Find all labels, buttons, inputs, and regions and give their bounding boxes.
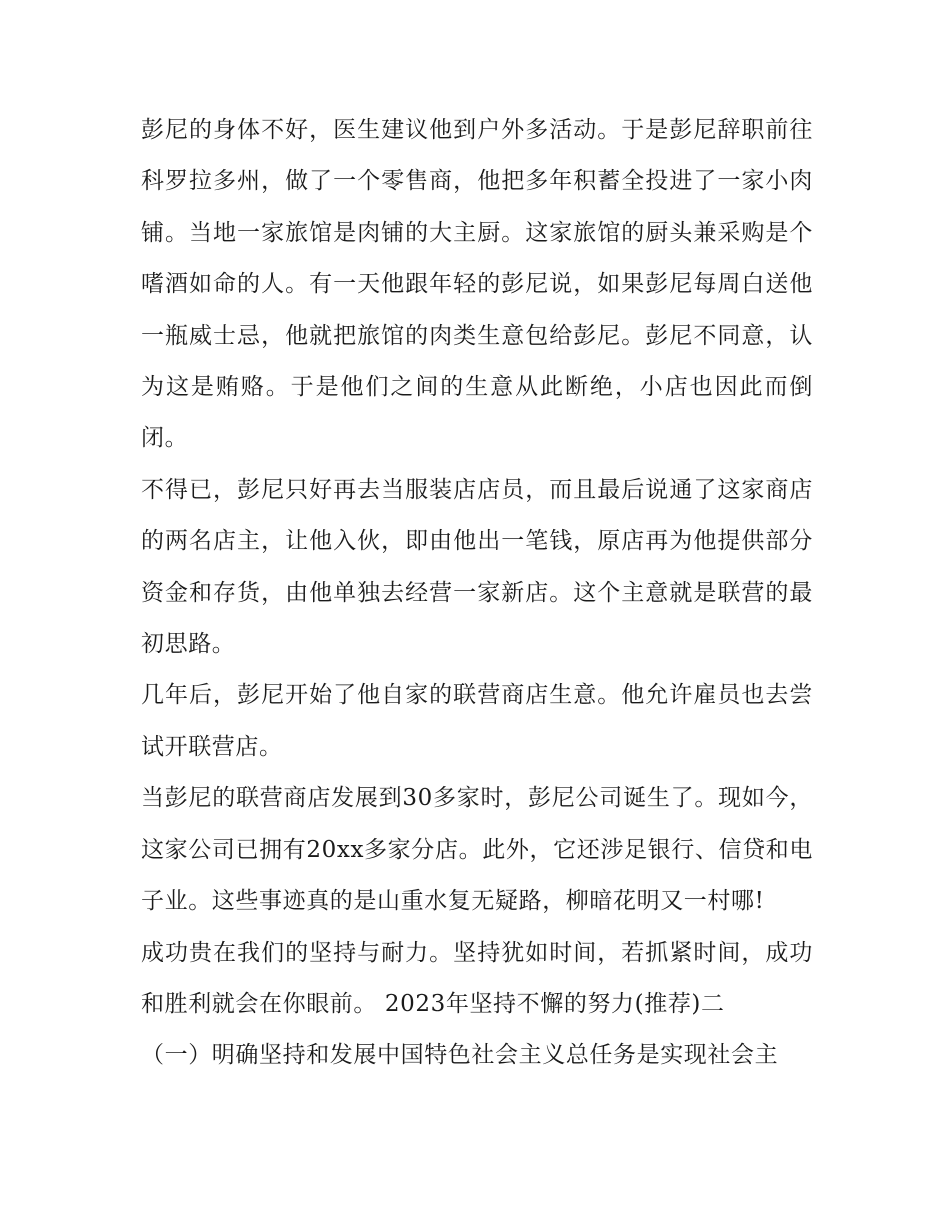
paragraph-penney-butcher-shop: 彭尼的身体不好，医生建议他到户外多活动。于是彭尼辞职前往科罗拉多州，做了一个零售商，他把多年积蓄全投进了一家小肉铺。当地一家旅馆是肉铺的大主厨。这家旅馆的厨头兼采购是个嗜酒如命的人。有一天他跟年轻的彭尼说，如果彭尼每周白送他一瓶威士忌，他就把旅馆的肉类生意包给彭尼。彭尼不同意，认为这是贿赂。于是他们之间的生意从此断绝，小店也因此而倒闭。: [141, 117, 813, 452]
document-body: [141, 105, 813, 1082]
paragraph-clothing-store-partnership: 不得已，彭尼只好再去当服装店店员，而且最后说通了这家商店的两名店主，让他入伙，即由他出一笔钱，原店再为他提供部分资金和存货，由他单独去经营一家新店。这个主意就是联营的最初思路。: [141, 476, 813, 658]
paragraph-section-one-heading: （一）明确坚持和发展中国特色社会主义总任务是实现社会主: [141, 1042, 779, 1069]
paragraph-company-growth: 当彭尼的联营商店发展到30多家时，彭尼公司诞生了。现如今，这家公司已拥有20xx多家分店。此外，它还涉足银行、信贷和电子业。这些事迹真的是山重水复无疑路，柳暗花明又一村哪!: [141, 785, 813, 915]
paragraph-success-persistence: 成功贵在我们的坚持与耐力。坚持犹如时间，若抓紧时间，成功和胜利就会在你眼前。 2023年坚持不懈的努力(推荐)二: [141, 939, 813, 1017]
paragraph-own-chain-stores: 几年后，彭尼开始了他自家的联营商店生意。他允许雇员也去尝试开联营店。: [141, 682, 813, 760]
